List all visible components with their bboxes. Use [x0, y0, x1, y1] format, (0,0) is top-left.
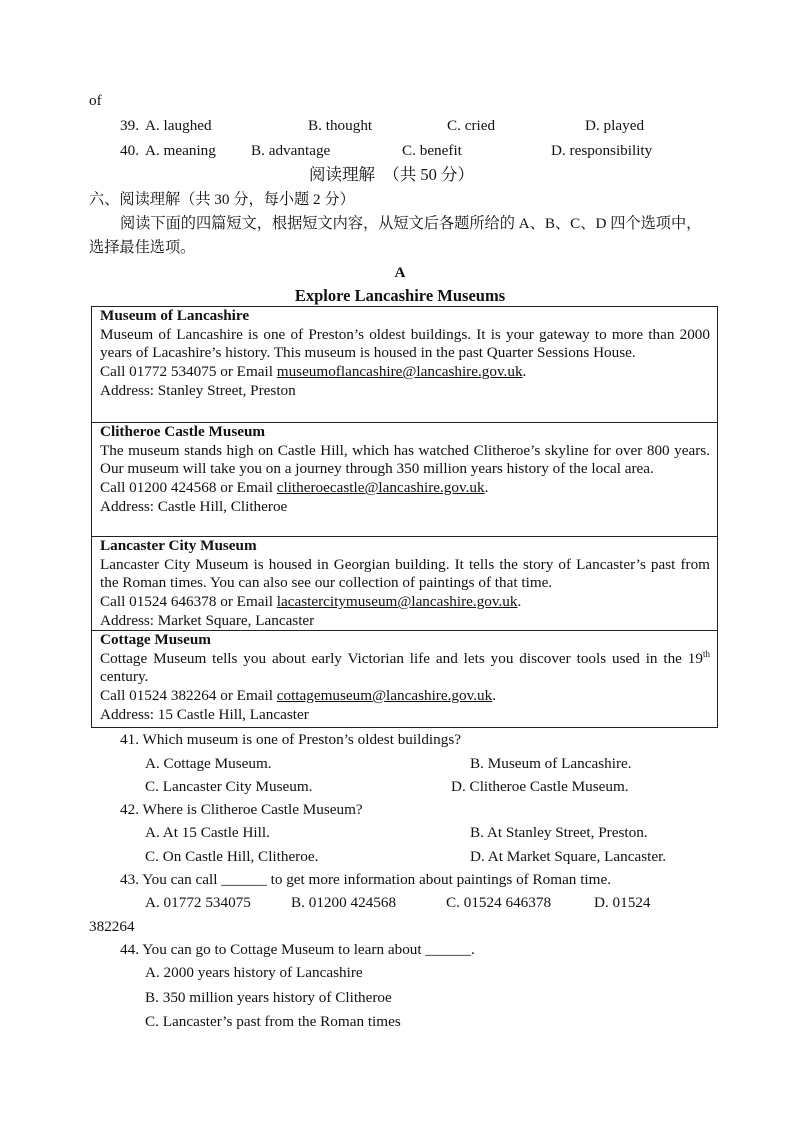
- question-43-stem: 43. You can call ______ to get more information about paintings of Roman time.: [120, 871, 611, 888]
- museum-name: Museum of Lancashire: [100, 307, 250, 324]
- museum-description: Museum of Lancashire is one of Preston’s oldest buildings. It is your gateway to more than 2000 years of Lacashire’s history. This museum is housed in the past Quarter Sessions House.: [100, 325, 710, 362]
- question-42-stem: 42. Where is Clitheroe Castle Museum?: [120, 801, 363, 818]
- option-d: D. Clitheroe Castle Museum.: [451, 778, 629, 795]
- option-c: C. On Castle Hill, Clitheroe.: [145, 848, 319, 865]
- museum-table: [91, 306, 718, 728]
- museum-description: Lancaster City Museum is housed in Georgian building. It tells the story of Lancaster’s past from the Roman times. You can also see our collection of paintings of that time.: [100, 555, 710, 592]
- email-link[interactable]: cottagemuseum@lancashire.gov.uk: [276, 687, 493, 705]
- email-link[interactable]: museumoflancashire@lancashire.gov.uk: [276, 363, 523, 381]
- description-text-end: century.: [100, 668, 149, 686]
- museum-address: Address: Market Square, Lancaster: [100, 611, 315, 629]
- option-b: B. 350 million years history of Clitheroe: [145, 989, 392, 1006]
- option-d: D. At Market Square, Lancaster.: [470, 848, 667, 865]
- instructions-continued: 选择最佳选项。: [89, 239, 196, 256]
- museum-address: Address: Castle Hill, Clitheroe: [100, 497, 288, 515]
- passage-title: Explore Lancashire Museums: [294, 286, 506, 305]
- museum-contact: [100, 593, 710, 612]
- contact-phone: Call 01200 424568 or Email: [100, 479, 277, 497]
- option-d: D. 01524: [594, 894, 651, 911]
- option-c: C. Lancaster City Museum.: [145, 778, 313, 795]
- option-a: A. Cottage Museum.: [145, 755, 272, 772]
- option-c: C. benefit: [402, 142, 462, 159]
- museum-contact: [100, 363, 710, 382]
- museum-entry-lancashire: [92, 307, 717, 422]
- option-a: A. laughed: [145, 117, 212, 134]
- museum-entry-clitheroe: [92, 422, 717, 536]
- ordinal-suffix: th: [702, 648, 710, 659]
- question-44-stem: 44. You can go to Cottage Museum to learn about ______.: [120, 941, 475, 958]
- contact-punctuation: .: [492, 687, 496, 705]
- option-b: B. At Stanley Street, Preston.: [470, 824, 648, 841]
- museum-name: Lancaster City Museum: [100, 537, 257, 554]
- previous-question-fragment: of: [89, 92, 102, 109]
- contact-punctuation: .: [522, 363, 527, 381]
- option-b: B. thought: [308, 117, 373, 134]
- option-a: A. 01772 534075: [145, 894, 251, 911]
- question-number: 40.: [120, 142, 139, 159]
- contact-phone: Call 01524 646378 or Email: [100, 593, 277, 611]
- museum-name: Cottage Museum: [100, 631, 211, 648]
- option-b: B. advantage: [251, 142, 331, 159]
- museum-entry-cottage: [92, 630, 717, 727]
- museum-description: The museum stands high on Castle Hill, which has watched Clitheroe’s skyline for over 800 years. Our museum will take you on a journey through 350 million years history of the local area.: [100, 441, 710, 478]
- museum-contact: [100, 687, 710, 706]
- reading-header: 阅读理解 （共 50 分）: [309, 165, 474, 184]
- contact-punctuation: .: [484, 479, 489, 497]
- museum-entry-lancaster-city: [92, 536, 717, 630]
- option-d: D. played: [585, 117, 645, 134]
- option-d: D. responsibility: [551, 142, 653, 159]
- option-b: B. Museum of Lancashire.: [470, 755, 632, 772]
- option-a: A. meaning: [145, 142, 216, 159]
- description-text: Cottage Museum tells you about early Victorian life and lets you discover tools used in the 19: [100, 649, 703, 667]
- option-c: C. 01524 646378: [446, 894, 552, 911]
- option-c: C. cried: [447, 117, 496, 134]
- option-a: A. 2000 years history of Lancashire: [145, 964, 363, 981]
- contact-punctuation: .: [517, 593, 522, 611]
- question-41-stem: 41. Which museum is one of Preston’s oldest buildings?: [120, 731, 461, 748]
- contact-phone: Call 01524 382264 or Email: [100, 687, 277, 705]
- contact-phone: Call 01772 534075 or Email: [100, 363, 277, 381]
- option-a: A. At 15 Castle Hill.: [145, 824, 270, 841]
- option-c: C. Lancaster’s past from the Roman times: [145, 1013, 401, 1030]
- museum-contact: [100, 479, 710, 498]
- instructions: 阅读下面的四篇短文，根据短文内容，从短文后各题所给的 A、B、C、D 四个选项中，: [120, 215, 702, 232]
- museum-address: Address: 15 Castle Hill, Lancaster: [100, 705, 309, 723]
- museum-name: Clitheroe Castle Museum: [100, 423, 266, 440]
- question-number: 39.: [120, 117, 139, 134]
- email-link[interactable]: lacastercitymuseum@lancashire.gov.uk: [276, 593, 518, 611]
- museum-description: [100, 650, 710, 687]
- passage-letter: A: [394, 264, 406, 281]
- option-d-wrap: 382264: [89, 918, 135, 935]
- email-link[interactable]: clitheroecastle@lancashire.gov.uk: [276, 479, 485, 497]
- section-title: 六、阅读理解（共 30 分，每小题 2 分）: [89, 191, 355, 208]
- museum-address: Address: Stanley Street, Preston: [100, 381, 296, 399]
- option-b: B. 01200 424568: [291, 894, 397, 911]
